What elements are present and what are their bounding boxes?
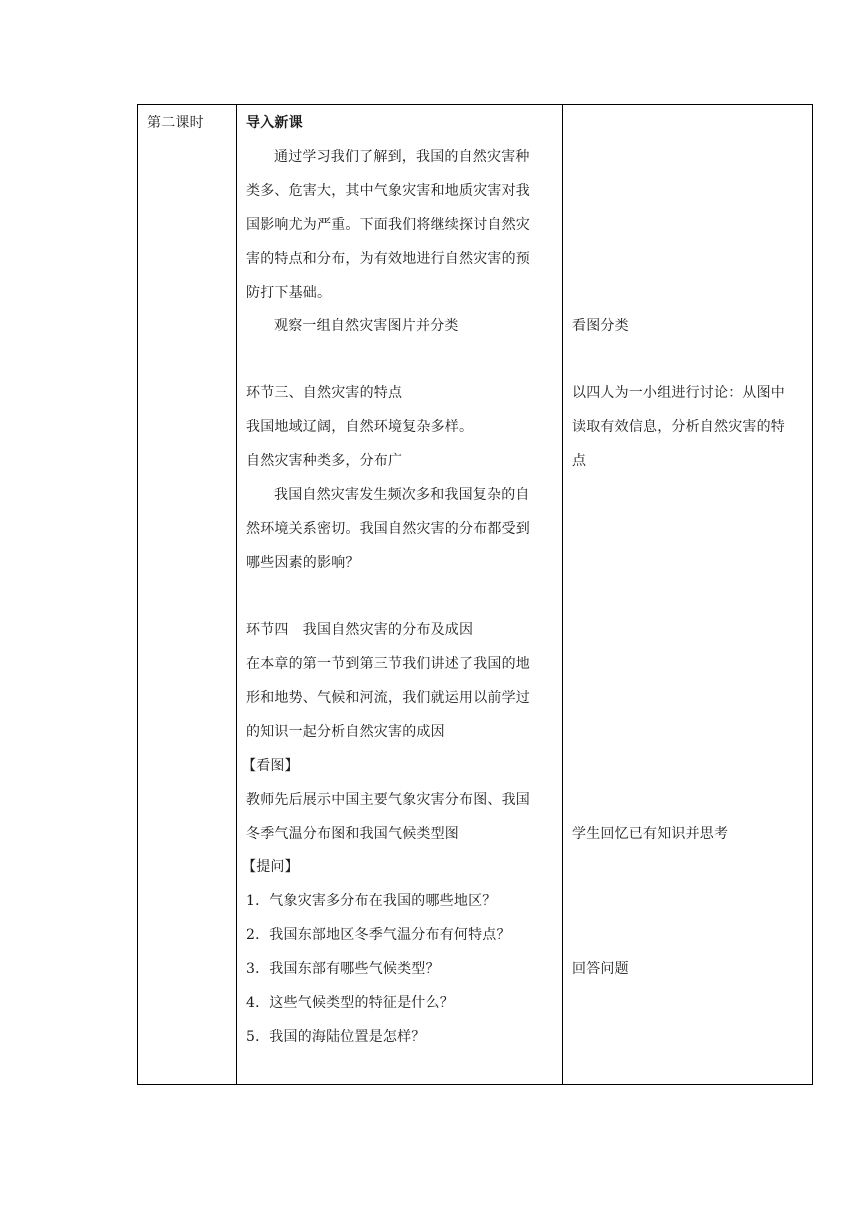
teaching-content-cell (238, 105, 563, 1084)
question-item: 2．我国东部地区冬季气温分布有何特点？ (246, 927, 511, 943)
activity-discuss-line: 读取有效信息，分析自然灾害的特 (572, 419, 785, 435)
lesson-table (137, 104, 813, 1085)
section4-line: 形和地势、气候和河流，我们就运用以前学过 (246, 690, 530, 706)
activity-answer: 回答问题 (572, 961, 629, 977)
section3-para-line: 我国自然灾害发生频次多和我国复杂的自 (274, 487, 530, 503)
activity-discuss-line: 以四人为一小组进行讨论：从图中 (572, 385, 785, 401)
section3-para-line: 然环境关系密切。我国自然灾害的分布都受到 (246, 521, 530, 537)
intro-line: 防打下基础。 (246, 285, 332, 301)
activity-recall: 学生回忆已有知识并思考 (572, 826, 729, 842)
section3-line: 我国地域辽阔，自然环境复杂多样。 (246, 419, 474, 435)
observe-line: 观察一组自然灾害图片并分类 (274, 318, 459, 334)
intro-line: 害的特点和分布，为有效地进行自然灾害的预 (246, 251, 530, 267)
lesson-period-label: 第二课时 (147, 115, 204, 131)
section3-para-line: 哪些因素的影响？ (246, 555, 360, 571)
intro-line: 国影响尤为严重。下面我们将继续探讨自然灾 (246, 217, 530, 233)
look-label: 【看图】 (242, 758, 299, 774)
intro-line: 通过学习我们了解到，我国的自然灾害种 (274, 149, 530, 165)
intro-line: 类多、危害大，其中气象灾害和地质灾害对我 (246, 183, 530, 199)
section4-line: 的知识一起分析自然灾害的成因 (246, 724, 445, 740)
look-line: 教师先后展示中国主要气象灾害分布图、我国 (246, 792, 530, 808)
activity-discuss-line: 点 (572, 453, 587, 469)
section3-line: 自然灾害种类多，分布广 (246, 453, 403, 469)
ask-label: 【提问】 (242, 859, 299, 875)
question-item: 3．我国东部有哪些气候类型？ (246, 961, 440, 977)
section3-title: 环节三、自然灾害的特点 (246, 385, 403, 401)
section4-title: 环节四 我国自然灾害的分布及成因 (246, 622, 474, 638)
student-activity-cell (564, 105, 813, 1084)
question-item: 1．气象灾害多分布在我国的哪些地区？ (246, 893, 497, 909)
intro-title: 导入新课 (246, 115, 303, 131)
section4-line: 在本章的第一节到第三节我们讲述了我国的地 (246, 656, 530, 672)
activity-classify: 看图分类 (572, 318, 629, 334)
question-item: 5．我国的海陆位置是怎样？ (246, 1029, 426, 1045)
question-item: 4．这些气候类型的特征是什么？ (246, 995, 454, 1011)
lesson-period-cell (138, 105, 237, 1084)
look-line: 冬季气温分布图和我国气候类型图 (246, 826, 459, 842)
